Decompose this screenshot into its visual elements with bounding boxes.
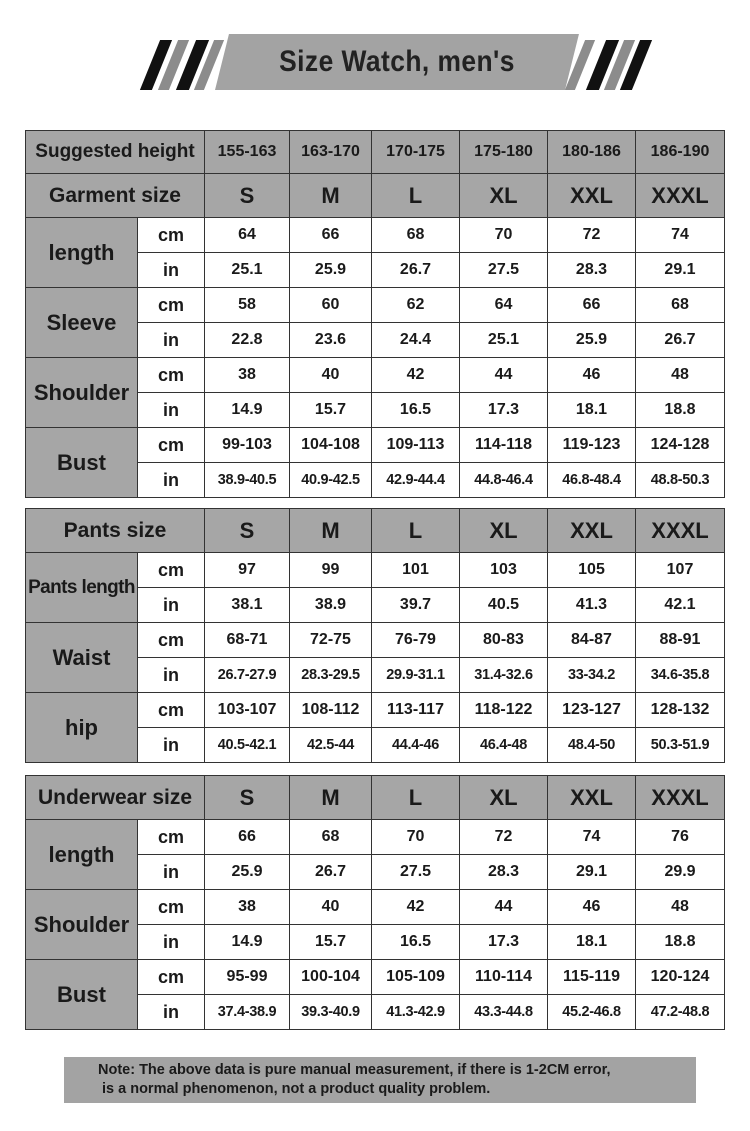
measure-label: Waist [26,623,138,693]
value-cell: 28.3-29.5 [290,658,372,693]
garment-size-label: Garment size [26,174,205,218]
value-cell: 38.1 [205,588,290,623]
value-cell: 39.7 [372,588,460,623]
table-row [26,693,725,728]
value-cell: 41.3 [548,588,636,623]
value-cell: 103 [460,553,548,588]
value-cell: 40.9-42.5 [290,463,372,498]
unit-in: in [138,323,205,358]
unit-cm: cm [138,553,205,588]
value-cell: 80-83 [460,623,548,658]
unit-in: in [138,393,205,428]
height-cell: 180-186 [548,131,636,174]
page-title: Size Watch, men's [279,45,515,78]
value-cell: 38 [205,358,290,393]
value-cell: 76 [636,820,725,855]
measure-label: Bust [26,960,138,1030]
value-cell: 46.4-48 [460,728,548,763]
size-cell: XXL [548,174,636,218]
value-cell: 25.9 [205,855,290,890]
value-cell: 48.8-50.3 [636,463,725,498]
value-cell: 108-112 [290,693,372,728]
size-cell: M [290,509,372,553]
value-cell: 104-108 [290,428,372,463]
value-cell: 40.5 [460,588,548,623]
unit-in: in [138,658,205,693]
value-cell: 29.1 [636,253,725,288]
size-cell: S [205,174,290,218]
size-cell: XL [460,509,548,553]
underwear-size-table [25,775,725,1030]
size-cell: XXXL [636,776,725,820]
unit-cm: cm [138,428,205,463]
value-cell: 76-79 [372,623,460,658]
value-cell: 42.1 [636,588,725,623]
unit-cm: cm [138,288,205,323]
value-cell: 43.3-44.8 [460,995,548,1030]
value-cell: 37.4-38.9 [205,995,290,1030]
table-row [26,218,725,253]
value-cell: 38.9-40.5 [205,463,290,498]
value-cell: 18.8 [636,925,725,960]
value-cell: 72-75 [290,623,372,658]
value-cell: 16.5 [372,925,460,960]
value-cell: 50.3-51.9 [636,728,725,763]
measure-label: length [26,820,138,890]
value-cell: 60 [290,288,372,323]
unit-in: in [138,925,205,960]
size-cell: XXL [548,776,636,820]
value-cell: 42 [372,358,460,393]
unit-cm: cm [138,358,205,393]
value-cell: 17.3 [460,393,548,428]
value-cell: 34.6-35.8 [636,658,725,693]
value-cell: 113-117 [372,693,460,728]
value-cell: 72 [548,218,636,253]
value-cell: 62 [372,288,460,323]
value-cell: 16.5 [372,393,460,428]
value-cell: 15.7 [290,393,372,428]
value-cell: 105-109 [372,960,460,995]
value-cell: 70 [460,218,548,253]
size-cell: L [372,776,460,820]
value-cell: 74 [636,218,725,253]
value-cell: 44 [460,890,548,925]
measure-label: Bust [26,428,138,498]
value-cell: 29.9-31.1 [372,658,460,693]
value-cell: 40.5-42.1 [205,728,290,763]
underwear-size-label: Underwear size [26,776,205,820]
value-cell: 120-124 [636,960,725,995]
value-cell: 46.8-48.4 [548,463,636,498]
value-cell: 28.3 [548,253,636,288]
value-cell: 18.1 [548,393,636,428]
value-cell: 14.9 [205,393,290,428]
value-cell: 103-107 [205,693,290,728]
table-row [26,890,725,925]
value-cell: 44.4-46 [372,728,460,763]
value-cell: 64 [460,288,548,323]
disclaimer-note [64,1057,696,1103]
unit-in: in [138,995,205,1030]
unit-cm: cm [138,820,205,855]
height-cell: 170-175 [372,131,460,174]
value-cell: 25.1 [460,323,548,358]
height-cell: 186-190 [636,131,725,174]
value-cell: 44.8-46.4 [460,463,548,498]
value-cell: 42.5-44 [290,728,372,763]
value-cell: 88-91 [636,623,725,658]
value-cell: 26.7 [290,855,372,890]
measure-label: Sleeve [26,288,138,358]
size-cell: XL [460,174,548,218]
value-cell: 46 [548,890,636,925]
value-cell: 33-34.2 [548,658,636,693]
value-cell: 101 [372,553,460,588]
size-row [26,509,725,553]
measure-label: length [26,218,138,288]
value-cell: 25.1 [205,253,290,288]
value-cell: 38.9 [290,588,372,623]
value-cell: 27.5 [460,253,548,288]
unit-in: in [138,588,205,623]
value-cell: 23.6 [290,323,372,358]
size-cell: M [290,174,372,218]
table-row [26,358,725,393]
value-cell: 39.3-40.9 [290,995,372,1030]
value-cell: 14.9 [205,925,290,960]
value-cell: 18.8 [636,393,725,428]
size-cell: S [205,509,290,553]
height-cell: 155-163 [205,131,290,174]
pants-size-label: Pants size [26,509,205,553]
unit-cm: cm [138,890,205,925]
value-cell: 119-123 [548,428,636,463]
value-cell: 26.7 [636,323,725,358]
value-cell: 99 [290,553,372,588]
value-cell: 107 [636,553,725,588]
value-cell: 72 [460,820,548,855]
measure-label: Shoulder [26,358,138,428]
value-cell: 68 [372,218,460,253]
value-cell: 38 [205,890,290,925]
unit-in: in [138,463,205,498]
value-cell: 17.3 [460,925,548,960]
value-cell: 68 [290,820,372,855]
height-cell: 175-180 [460,131,548,174]
unit-cm: cm [138,218,205,253]
value-cell: 58 [205,288,290,323]
value-cell: 97 [205,553,290,588]
table-row [26,820,725,855]
value-cell: 22.8 [205,323,290,358]
value-cell: 46 [548,358,636,393]
value-cell: 41.3-42.9 [372,995,460,1030]
value-cell: 115-119 [548,960,636,995]
measure-label: hip [26,693,138,763]
value-cell: 26.7-27.9 [205,658,290,693]
value-cell: 66 [205,820,290,855]
title-banner [0,0,750,110]
value-cell: 66 [290,218,372,253]
value-cell: 128-132 [636,693,725,728]
value-cell: 70 [372,820,460,855]
value-cell: 84-87 [548,623,636,658]
height-cell: 163-170 [290,131,372,174]
table-row [26,288,725,323]
value-cell: 123-127 [548,693,636,728]
table-row [26,428,725,463]
value-cell: 45.2-46.8 [548,995,636,1030]
value-cell: 48.4-50 [548,728,636,763]
measure-label: Shoulder [26,890,138,960]
height-label: Suggested height [26,131,205,174]
unit-cm: cm [138,623,205,658]
value-cell: 64 [205,218,290,253]
value-cell: 28.3 [460,855,548,890]
value-cell: 48 [636,890,725,925]
value-cell: 118-122 [460,693,548,728]
size-cell: M [290,776,372,820]
unit-in: in [138,728,205,763]
value-cell: 68-71 [205,623,290,658]
size-cell: XXXL [636,174,725,218]
pants-size-table [25,508,725,763]
measure-label: Pants length [26,553,138,623]
height-row [26,131,725,174]
size-cell: S [205,776,290,820]
size-cell: L [372,509,460,553]
value-cell: 15.7 [290,925,372,960]
value-cell: 109-113 [372,428,460,463]
size-cell: XL [460,776,548,820]
value-cell: 18.1 [548,925,636,960]
value-cell: 27.5 [372,855,460,890]
value-cell: 24.4 [372,323,460,358]
size-cell: L [372,174,460,218]
value-cell: 26.7 [372,253,460,288]
value-cell: 124-128 [636,428,725,463]
value-cell: 105 [548,553,636,588]
value-cell: 68 [636,288,725,323]
unit-cm: cm [138,693,205,728]
unit-in: in [138,253,205,288]
value-cell: 44 [460,358,548,393]
note-line: Note: The above data is pure manual measurement, if there is 1-2CM error, [98,1062,611,1078]
value-cell: 29.1 [548,855,636,890]
unit-in: in [138,855,205,890]
size-cell: XXXL [636,509,725,553]
value-cell: 114-118 [460,428,548,463]
unit-cm: cm [138,960,205,995]
value-cell: 95-99 [205,960,290,995]
table-row [26,553,725,588]
garment-size-table [25,130,725,498]
note-line: is a normal phenomenon, not a product quality problem. [102,1081,491,1097]
value-cell: 40 [290,358,372,393]
value-cell: 29.9 [636,855,725,890]
size-row [26,776,725,820]
value-cell: 42 [372,890,460,925]
value-cell: 110-114 [460,960,548,995]
table-row [26,623,725,658]
size-cell: XXL [548,509,636,553]
value-cell: 31.4-32.6 [460,658,548,693]
table-row [26,960,725,995]
value-cell: 40 [290,890,372,925]
value-cell: 42.9-44.4 [372,463,460,498]
value-cell: 100-104 [290,960,372,995]
value-cell: 74 [548,820,636,855]
value-cell: 25.9 [548,323,636,358]
value-cell: 48 [636,358,725,393]
value-cell: 47.2-48.8 [636,995,725,1030]
value-cell: 25.9 [290,253,372,288]
value-cell: 66 [548,288,636,323]
value-cell: 99-103 [205,428,290,463]
size-row [26,174,725,218]
